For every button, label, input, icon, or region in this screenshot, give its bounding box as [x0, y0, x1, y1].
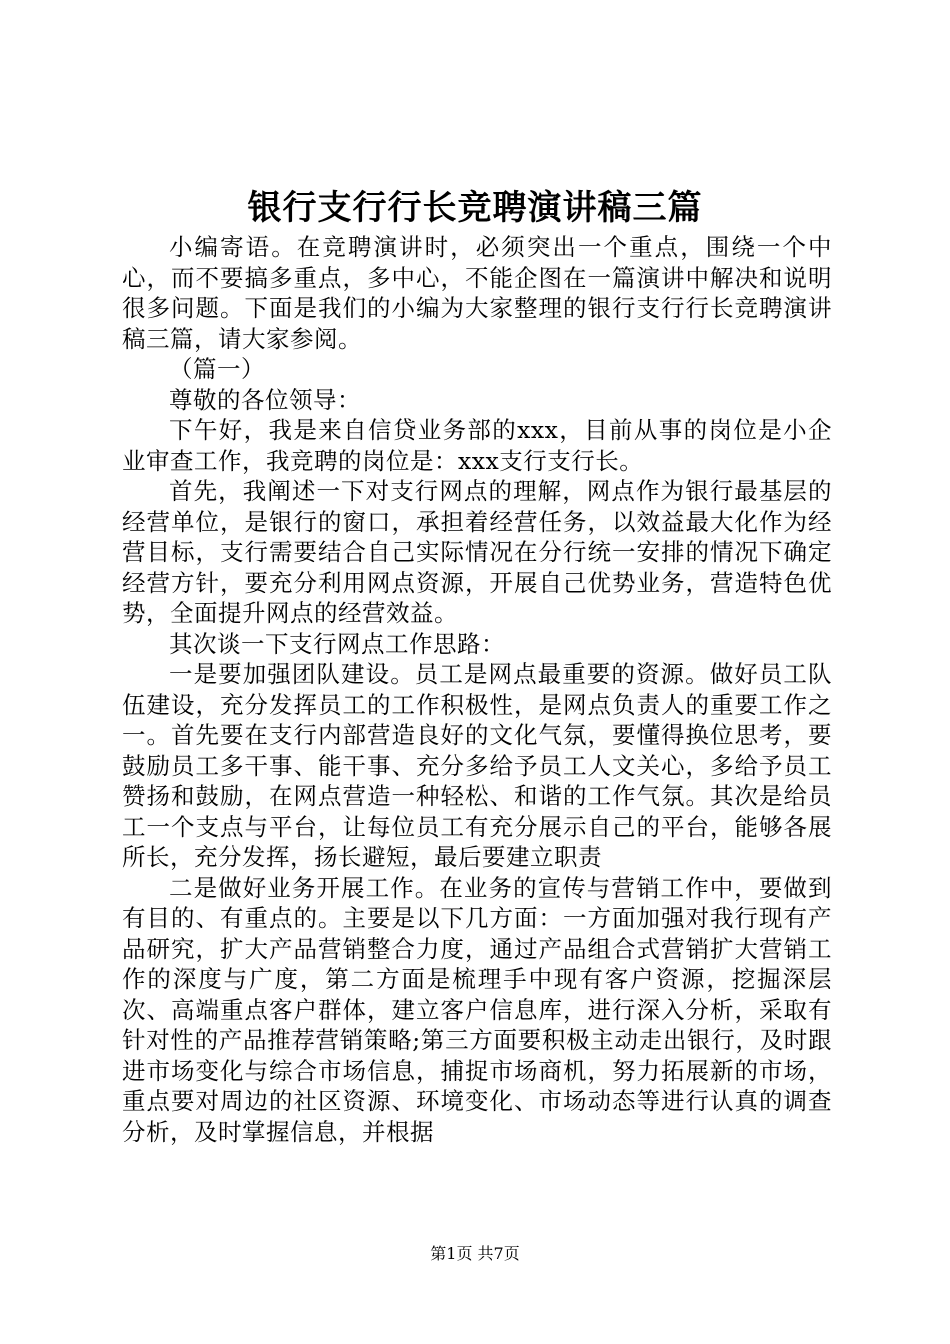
- intro-paragraph: 小编寄语。在竞聘演讲时，必须突出一个重点，围绕一个中心，而不要搞多重点，多中心，不能企图在一篇演讲中解决和说明很多问题。下面是我们的小编为大家整理的银行支行行长竞聘演讲稿三篇，请大家参阅。: [122, 233, 832, 353]
- page-number-footer: 第1页 共7页: [430, 1244, 520, 1263]
- salutation: 尊敬的各位领导：: [169, 385, 361, 414]
- team-building-paragraph: 一是要加强团队建设。员工是网点最重要的资源。做好员工队伍建设，充分发挥员工的工作积极性，是网点负责人的重要工作之一。首先要在支行内部营造良好的文化气氛，要懂得换位思考，要鼓励员工多干事、能干事、充分多给予员工人文关心，多给予员工赞扬和鼓励，在网点营造一种轻松、和谐的工作气氛。其次是给员工一个支点与平台，让每位员工有充分展示自己的平台，能够各展所长，充分发挥，扬长避短，最后要建立职责: [122, 660, 832, 871]
- business-development-paragraph: 二是做好业务开展工作。在业务的宣传与营销工作中，要做到有目的、有重点的。主要是以下几方面：一方面加强对我行现有产品研究，扩大产品营销整合力度，通过产品组合式营销扩大营销工作的深度与广度，第二方面是梳理手中现有客户资源，挖掘深层次、高端重点客户群体，建立客户信息库，进行深入分析，采取有针对性的产品推荐营销策略;第三方面要积极主动走出银行，及时跟进市场变化与综合市场信息，捕捉市场商机，努力拓展新的市场，重点要对周边的社区资源、环境变化、市场动态等进行认真的调查分析，及时掌握信息，并根据: [122, 873, 832, 1146]
- work-ideas-heading: 其次谈一下支行网点工作思路：: [169, 629, 505, 658]
- greeting-paragraph: 下午好，我是来自信贷业务部的xxx，目前从事的岗位是小企业审查工作，我竞聘的岗位是：xxx支行支行长。: [122, 416, 832, 475]
- document-body: [122, 232, 832, 1147]
- understanding-paragraph: 首先，我阐述一下对支行网点的理解，网点作为银行最基层的经营单位，是银行的窗口，承担着经营任务，以效益最大化作为经营目标，支行需要结合自己实际情况在分行统一安排的情况下确定经营方针，要充分利用网点资源，开展自己优势业务，营造特色优势，全面提升网点的经营效益。: [122, 477, 832, 627]
- document-title: 银行支行行长竞聘演讲稿三篇: [247, 188, 703, 228]
- section-heading: （篇一）: [169, 355, 265, 383]
